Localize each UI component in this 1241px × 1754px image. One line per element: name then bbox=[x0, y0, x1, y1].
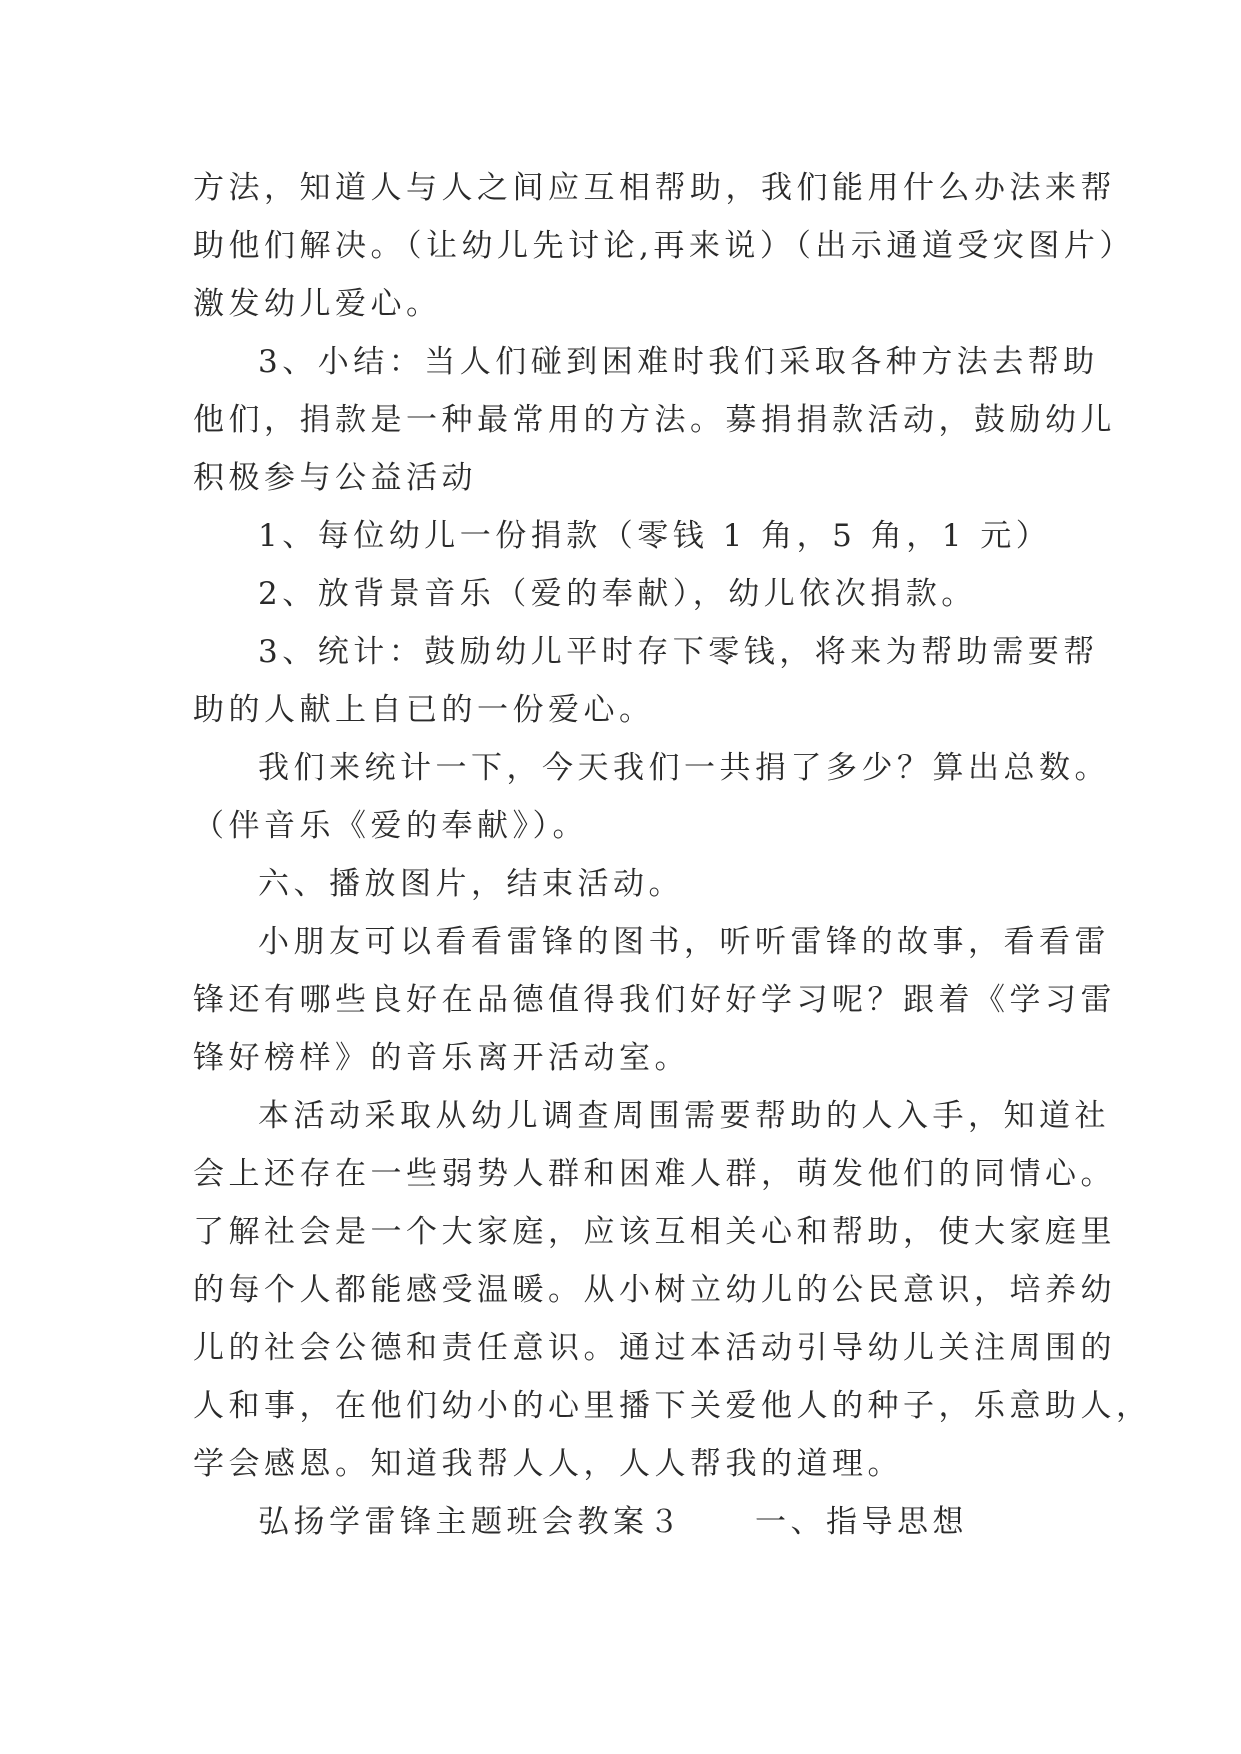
text-line: 学会感恩。知道我帮人人，人人帮我的道理。 bbox=[193, 1446, 903, 1482]
text-line: 方法，知道人与人之间应互相帮助，我们能用什么办法来帮 bbox=[193, 170, 1116, 206]
text-line: 六、播放图片，结束活动。 bbox=[258, 866, 684, 902]
text-line: 儿的社会公德和责任意识。通过本活动引导幼儿关注周围的 bbox=[193, 1330, 1116, 1366]
text-line: 2、放背景音乐（爱的奉献），幼儿依次捐款。 bbox=[258, 576, 977, 612]
text-line: 3、统计：鼓励幼儿平时存下零钱，将来为帮助需要帮 bbox=[258, 634, 1099, 670]
text-line: 的每个人都能感受温暖。从小树立幼儿的公民意识，培养幼 bbox=[193, 1272, 1116, 1308]
text-line: 3、小结：当人们碰到困难时我们采取各种方法去帮助 bbox=[258, 344, 1099, 380]
text-line: 了解社会是一个大家庭，应该互相关心和帮助，使大家庭里 bbox=[193, 1214, 1116, 1250]
text-line: 助他们解决。（让幼儿先讨论,再来说）（出示通道受灾图片） bbox=[193, 228, 1135, 264]
text-line: 人和事，在他们幼小的心里播下关爱他人的种子，乐意助人， bbox=[193, 1388, 1152, 1424]
text-line: 积极参与公益活动 bbox=[193, 460, 477, 496]
text-line: 他们，捐款是一种最常用的方法。募捐捐款活动，鼓励幼儿 bbox=[193, 402, 1116, 438]
text-line: 锋好榜样》的音乐离开活动室。 bbox=[193, 1040, 690, 1076]
text-line: （伴音乐《爱的奉献》）。 bbox=[193, 808, 588, 844]
text-line: 助的人献上自已的一份爱心。 bbox=[193, 692, 655, 728]
text-line: 激发幼儿爱心。 bbox=[193, 286, 442, 322]
text-line: 本活动采取从幼儿调查周围需要帮助的人入手，知道社 bbox=[258, 1098, 1110, 1134]
text-line: 弘扬学雷锋主题班会教案３ 一、指导思想 bbox=[258, 1504, 968, 1540]
text-line: 小朋友可以看看雷锋的图书，听听雷锋的故事，看看雷 bbox=[258, 924, 1110, 960]
text-line: 我们来统计一下，今天我们一共捐了多少？算出总数。 bbox=[258, 750, 1110, 786]
text-line: 锋还有哪些良好在品德值得我们好好学习呢？跟着《学习雷 bbox=[193, 982, 1116, 1018]
text-line: 1、每位幼儿一份捐款（零钱 1 角，5 角，1 元） bbox=[258, 518, 1052, 554]
text-line: 会上还存在一些弱势人群和困难人群，萌发他们的同情心。 bbox=[193, 1156, 1116, 1192]
